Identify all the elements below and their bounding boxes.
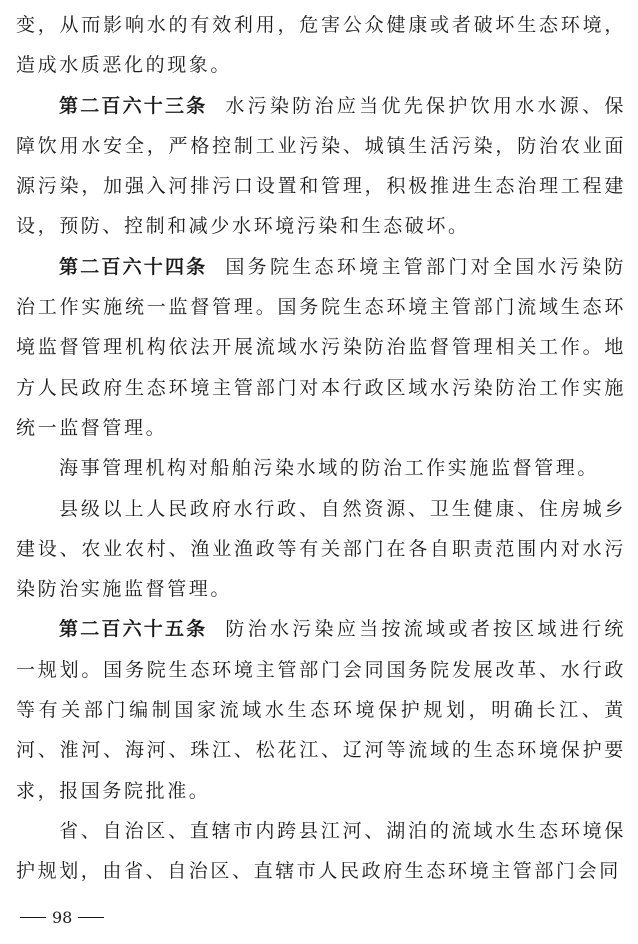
- footer-dash-left: [20, 917, 46, 918]
- paragraph-text: 海事管理机构对船舶污染水域的防治工作实施监督管理。: [59, 457, 600, 480]
- paragraph-text: 防治水污染应当按流域或者按区域进行统一规划。国务院生态环境主管部门会同国务院发展改革、水行政等有关部门编制国家流域水生态环境保护规划，明确长江、黄河、淮河、海河、珠江、松花江、辽河等流域的生态环境保护要求，报国务院批准。: [16, 618, 626, 802]
- paragraph-county-level: [16, 489, 626, 610]
- article-number: 第二百六十五条: [59, 618, 208, 641]
- paragraph-text: 县级以上人民政府水行政、自然资源、卫生健康、住房城乡建设、农业农村、渔业渔政等有关部门在各自职责范围内对水污染防治实施监督管理。: [16, 497, 626, 601]
- article-264: [16, 247, 626, 448]
- paragraph-text: 省、自治区、直辖市内跨县江河、湖泊的流域水生态环境保护规划，由省、自治区、直辖市人民政府生态环境主管部门会同: [16, 819, 626, 883]
- paragraph-text: 国务院生态环境主管部门对全国水污染防治工作实施统一监督管理。国务院生态环境主管部门流域生态环境监督管理机构依法开展流域水污染防治监督管理相关工作。地方人民政府生态环境主管部门对本行政区域水污染防治工作实施统一监督管理。: [16, 255, 626, 439]
- paragraph-continuation: [16, 5, 626, 86]
- paragraph-maritime: [16, 448, 626, 488]
- article-number: 第二百六十四条: [59, 255, 208, 278]
- body-text: [16, 5, 626, 892]
- page-number: 98: [52, 908, 73, 927]
- paragraph-text: 水污染防治应当优先保护饮用水水源、保障饮用水安全，严格控制工业污染、城镇生活污染，防治农业面源污染，加强入河排污口设置和管理，积极推进生态治理工程建设，预防、控制和减少水环境污染和生态破坏。: [16, 94, 626, 238]
- paragraph-provincial: [16, 811, 626, 892]
- article-number: 第二百六十三条: [59, 94, 208, 117]
- paragraph-text: 变，从而影响水的有效利用，危害公众健康或者破坏生态环境，造成水质恶化的现象。: [16, 14, 626, 77]
- article-265: [16, 609, 626, 810]
- page-footer: [14, 908, 110, 927]
- article-263: [16, 86, 626, 247]
- footer-dash-right: [78, 917, 104, 918]
